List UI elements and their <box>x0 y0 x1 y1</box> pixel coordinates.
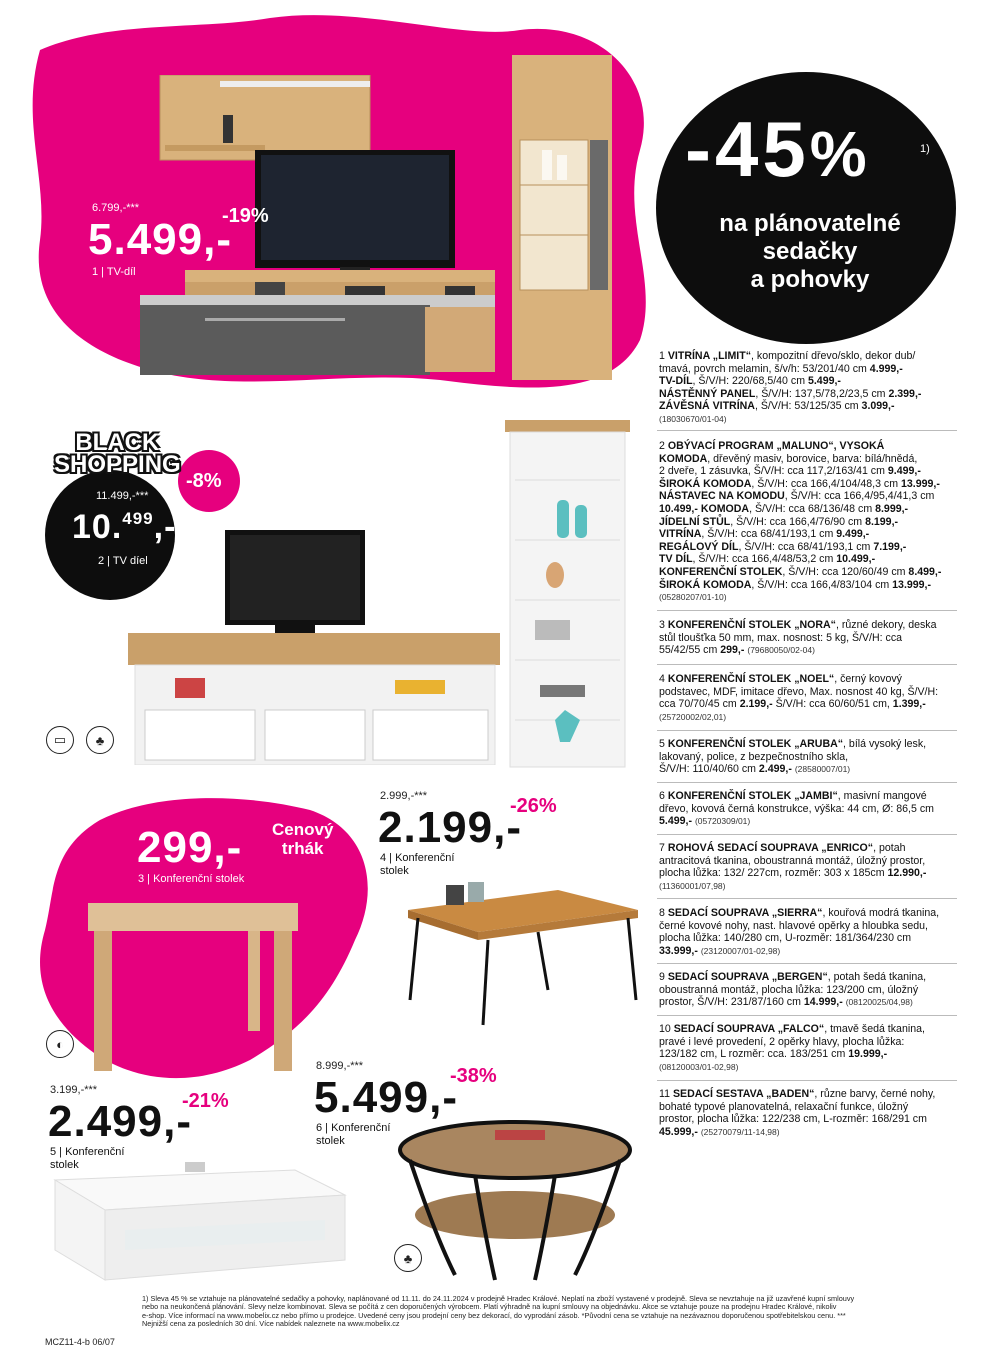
desc-line: antracitová tkanina, oboustranná montáž, úložný prostor, <box>659 854 926 867</box>
p6-price: 5.499,- <box>314 1073 458 1122</box>
p3-price: 299,- <box>137 823 243 872</box>
desc-10 <box>659 1023 959 1073</box>
desc-line: 123/182 cm, L rozměr: cca. 183/251 cm 19.999,- <box>659 1048 888 1061</box>
desc-separator <box>657 898 957 899</box>
desc-line: 10.499,- KOMODA, Š/V/H: cca 68/136/48 cm 8.999,- <box>659 502 909 515</box>
promo-line-2: sedačky <box>762 238 858 265</box>
footnote <box>142 1295 942 1328</box>
desc-4 <box>659 673 959 723</box>
desc-3 <box>659 619 959 657</box>
p2-price-dash: ,- <box>153 508 177 546</box>
desc-line: 45.999,- (25270079/11-14,98) <box>659 1125 780 1138</box>
p6-label-line-2: stolek <box>316 1135 345 1148</box>
desc-line: 2 OBÝVACÍ PROGRAM „MALUNO“, VYSOKÁ <box>659 440 885 452</box>
p3-badge-line-2: trhák <box>281 839 324 858</box>
p4-label-line-1: 4 | Konferenční <box>380 852 455 864</box>
black-shopping-line-1: BLACK <box>75 429 160 456</box>
desc-line: 2 dveře, 1 zásuvka, Š/V/H: cca 117,2/163/41 cm 9.499,- <box>659 465 921 478</box>
desc-line: lakovaný, police, z bezpečnostního skla, <box>659 750 849 763</box>
promo-text <box>690 210 930 294</box>
p2-price-main: 10. <box>72 508 123 546</box>
promo-pct-sign: % <box>809 118 871 190</box>
p5-discount: -21% <box>182 1090 229 1112</box>
desc-separator <box>657 782 957 783</box>
color-swatch-icon <box>46 1030 74 1058</box>
desc-7 <box>659 842 959 892</box>
desc-separator <box>657 1015 957 1016</box>
vitrine-image <box>512 55 612 380</box>
desc-line: 10 SEDACÍ SOUPRAVA „FALCO“, tmavě šedá tkanina, <box>659 1023 925 1035</box>
coffee-table-aruba-image <box>45 1140 350 1305</box>
coffee-table-noel-image <box>398 870 643 1030</box>
desc-1 <box>659 350 959 426</box>
desc-line: 1 VITRÍNA „LIMIT“, kompozitní dřevo/sklo, dekor dub/ <box>659 350 916 362</box>
desc-line: 5.499,- (05720309/01) <box>659 815 751 828</box>
desc-line: (11360001/07,98) <box>659 880 726 891</box>
promo-line-3: a pohovky <box>750 266 870 293</box>
p1-old-price: 6.799,-*** <box>92 202 140 214</box>
p4-label-line-2: stolek <box>380 865 409 878</box>
footnote-line-3: e-shop. Více informací na www.mobelix.cz nebo přímo u prodejce. Uvedené ceny jsou prodejní ceny bez dekorací, do vyprodání zásob. *Původní cena se vztahuje na nezávaznou doporučenou spotřebitelskou cenu. *** <box>142 1310 846 1320</box>
desc-line: 9 SEDACÍ SOUPRAVA „BERGEN“, potah šedá tkanina, <box>659 971 927 983</box>
desc-line: ZÁVĚSNÁ VITRÍNA, Š/V/H: 53/125/35 cm 3.099,- <box>659 400 895 413</box>
desc-line: 8 SEDACÍ SOUPRAVA „SIERRA“, kouřová modrá tkanina, <box>659 907 940 919</box>
p5-label-line-1: 5 | Konferenční <box>50 1146 125 1158</box>
black-shopping-line-2: SHOPPING <box>54 451 181 478</box>
tree-glyph-2: ♣ <box>403 1250 413 1266</box>
tall-shelf-image <box>505 420 630 770</box>
black-shopping-title <box>54 429 181 478</box>
desc-11 <box>659 1088 959 1138</box>
desc-separator <box>657 430 957 431</box>
desc-line: VITRÍNA, Š/V/H: cca 68/41/193,1 cm 9.499,- <box>659 528 870 541</box>
desc-line: TV DÍL, Š/V/H: cca 166,4/48/53,2 cm 10.499,- <box>659 553 876 566</box>
dimensions-glyph: ▭ <box>53 732 67 747</box>
desc-separator <box>657 1080 957 1081</box>
coffee-table-jambi-image <box>395 1115 635 1285</box>
desc-line: cca 70/70/45 cm 2.199,- Š/V/H: cca 60/60/51 cm, 1.399,- <box>659 698 926 711</box>
desc-line: JÍDELNÍ STŮL, Š/V/H: cca 166,4/76/90 cm 8.199,- <box>659 515 899 528</box>
desc-line: plocha lůžka: 132/ 227cm, rozměr: 303 x 185cm 12.990,- <box>659 867 927 880</box>
tree-glyph: ♣ <box>95 732 105 748</box>
desc-9 <box>659 971 959 1009</box>
desc-line: (08120003/01-02,98) <box>659 1061 739 1072</box>
promo-percentage <box>685 105 871 193</box>
catalog-code: MCZ11-4-b 06/07 <box>45 1337 115 1347</box>
desc-line: 33.999,- (23120007/01-02,98) <box>659 944 781 957</box>
desc-line: pravé i levé provedení, 2 opěrky hlavy, plocha lůžka: <box>659 1035 905 1048</box>
desc-separator <box>657 963 957 964</box>
tv-stand-image <box>125 530 505 765</box>
desc-line: (18030670/01-04) <box>659 413 727 424</box>
desc-line: oboustranná montáž, plocha lůžka: 123/200 cm, úložný <box>659 983 919 996</box>
p1-label: 1 | TV-díl <box>92 266 136 278</box>
desc-line: ŠIROKÁ KOMODA, Š/V/H: cca 166,4/83/104 cm 13.999,- <box>659 578 932 591</box>
desc-8 <box>659 907 959 957</box>
color-swatch-glyph: ◐ <box>56 1036 64 1052</box>
p2-price-cents: 499 <box>122 509 154 528</box>
promo-pct-value: -45 <box>685 105 810 193</box>
p6-label-line-1: 6 | Konferenční <box>316 1122 391 1134</box>
desc-line: podstavec, MDF, imitace dřevo, Max. nosnost 40 kg, Š/V/H: <box>659 685 939 698</box>
desc-line: černé kovové nohy, nast. hlavové opěrky a hloubka sedu, <box>659 919 928 932</box>
desc-line: 7 ROHOVÁ SEDACÍ SOUPRAVA „ENRICO“, potah <box>659 842 906 854</box>
desc-5 <box>659 738 959 776</box>
desc-6 <box>659 790 959 828</box>
p5-price: 2.499,- <box>48 1097 192 1146</box>
desc-line: dřevo, kovová černá konstrukce, výška: 44 cm, Ø: 86,5 cm <box>659 802 934 815</box>
side-table-image <box>88 903 298 1073</box>
desc-line: stůl tloušťka 50 mm, max. nosnost: 5 kg, Š/V/H: cca <box>659 631 903 644</box>
desc-line: 5 KONFERENČNÍ STOLEK „ARUBA“, bílá vysoký lesk, <box>659 738 927 750</box>
desc-line: NÁSTAVEC NA KOMODU, Š/V/H: cca 166,4/95,4/41,3 cm <box>659 490 935 503</box>
p3-badge-line-1: Cenový <box>272 820 334 839</box>
tree-icon <box>394 1244 422 1272</box>
dimensions-icon <box>46 726 74 754</box>
p4-discount: -26% <box>510 795 557 817</box>
p4-old-price: 2.999,-*** <box>380 790 428 802</box>
tree-icon <box>86 726 114 754</box>
desc-line: tmavá, povrch melamin, š/v/h: 53/201/40 cm 4.999,- <box>659 362 903 375</box>
desc-separator <box>657 730 957 731</box>
p1-price: 5.499,- <box>88 215 232 264</box>
desc-line: KOMODA, dřevěný masiv, borovice, barva: bílá/hnědá, <box>659 452 918 465</box>
p2-old-price: 11.499,-*** <box>96 490 149 502</box>
desc-line: Š/V/H: 110/40/60 cm 2.499,- (28580007/01) <box>659 763 851 776</box>
desc-line: 11 SEDACÍ SESTAVA „BADEN“, různe barvy, černé nohy, <box>659 1088 936 1100</box>
desc-line: 4 KONFERENČNÍ STOLEK „NOEL“, černý kovový <box>659 673 902 685</box>
desc-line: (05280207/01-10) <box>659 592 727 603</box>
p5-label-line-2: stolek <box>50 1159 79 1172</box>
promo-footnote-mark: 1) <box>920 143 930 155</box>
desc-line: prostor, plocha lůžka: 122/238 cm, L-rozměr: 168/291 cm <box>659 1113 927 1126</box>
p3-badge <box>272 820 333 858</box>
p1-discount: -19% <box>222 205 269 227</box>
p4-price: 2.199,- <box>378 803 522 852</box>
promo-line-1: na plánovatelné <box>719 210 901 237</box>
p6-label <box>316 1122 390 1148</box>
desc-separator <box>657 834 957 835</box>
p6-old-price: 8.999,-*** <box>316 1060 364 1072</box>
desc-line: TV-DÍL, Š/V/H: 220/68,5/40 cm 5.499,- <box>659 375 841 388</box>
desc-line: REGÁLOVÝ DÍL, Š/V/H: cca 68/41/193,1 cm 7.199,- <box>659 540 907 553</box>
desc-line: 3 KONFERENČNÍ STOLEK „NORA“, různé dekory, deska <box>659 619 937 631</box>
desc-line: NÁSTĚNNÝ PANEL, Š/V/H: 137,5/78,2/23,5 cm 2.399,- <box>659 387 922 400</box>
desc-line: 55/42/55 cm 299,- (79680050/02-04) <box>659 644 815 657</box>
desc-separator <box>657 610 957 611</box>
desc-line: (25720002/02,01) <box>659 711 727 722</box>
footnote-line-2: nebo na neukončená plánování. Slevy nelze kombinovat. Sleva se počítá z cen doporučených výrobcem. Platí výhradně na kupní smlouvy na objednávku. Akce se vztahuje pouze na prodejnu Hradec Králové, nikoliv <box>142 1302 837 1312</box>
desc-separator <box>657 664 957 665</box>
p5-old-price: 3.199,-*** <box>50 1084 98 1096</box>
p2-label: 2 | TV díel <box>98 555 148 567</box>
desc-line: bohaté typové planovatelná, relaxační funkce, úložný <box>659 1100 909 1113</box>
footnote-line-1: 1) Sleva 45 % se vztahuje na plánovatelné sedačky a pohovky, naplánované od 11.11. do 24.11.2024 v prodejně Hradec Králové. Neplatí na zboží vystavené v prodejně. Sleva se nevztahuje na již uzavřené kupní smlouvy <box>142 1294 855 1303</box>
black-shopping-discount: -8% <box>186 470 222 492</box>
desc-line: plocha lůžka: 140/280 cm, U-rozměr: 181/364/230 cm <box>659 932 912 945</box>
desc-line: KONFERENČNÍ STOLEK, Š/V/H: cca 120/60/49 cm 8.499,- <box>659 565 942 578</box>
desc-line: 6 KONFERENČNÍ STOLEK „JAMBI“, masivní mangové <box>659 790 927 802</box>
p3-label: 3 | Konferenční stolek <box>138 873 245 885</box>
desc-2 <box>659 440 959 604</box>
footnote-line-4: Nejnižší cena za posledních 30 dní. Více nabídek naleznete na www.mobelix.cz <box>142 1318 400 1328</box>
desc-line: ŠIROKÁ KOMODA, Š/V/H: cca 166,4/104/48,3 cm 13.999,- <box>659 477 940 490</box>
p6-discount: -38% <box>450 1065 497 1087</box>
desc-line: prostor, Š/V/H: 231/87/160 cm 14.999,- (08120025/04,98) <box>659 996 913 1009</box>
